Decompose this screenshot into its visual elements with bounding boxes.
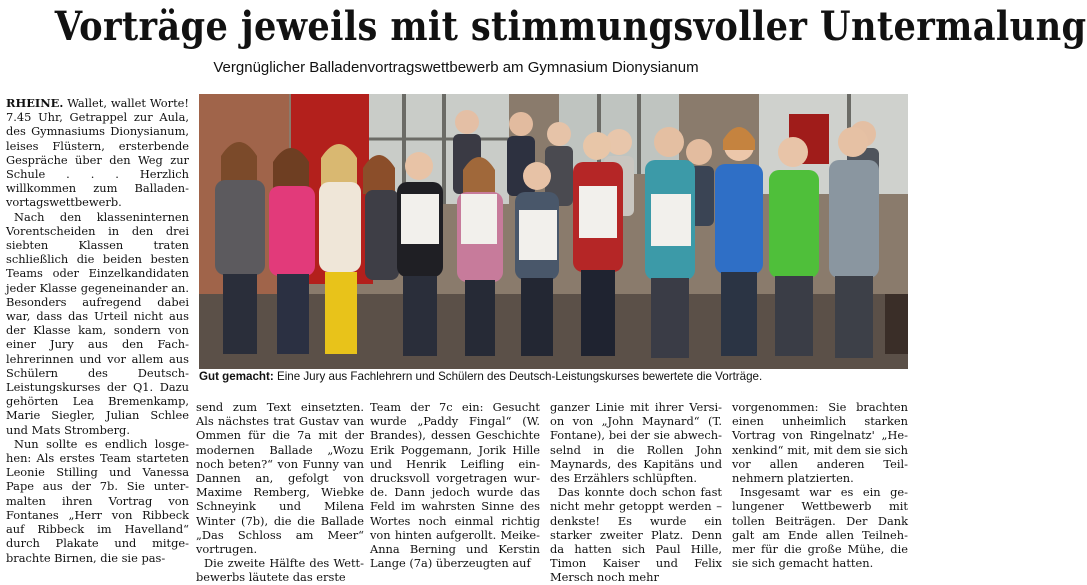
paragraph: Insgesamt war es ein gelungener Wettbewerb mit tollen Beiträgen. Der Dank galt am Ende allen Teilnehmer für die große Mühe, die sie sich gemacht hatten. [732, 485, 908, 571]
paragraph: vorgenommen: Sie brachten einen unheimlich starken Vortrag von Ringelnatz' „Hexenkind“ mit, mit dem sie sich vor allen anderen Teilnehmern platzierten. [732, 400, 908, 486]
caption-text: Eine Jury aus Fachlehrern und Schülern des Deutsch-Leistungskurses bewertete die Vorträge. [273, 370, 763, 383]
paragraph-text: Wallet, wallet Worte! 7.45 Uhr, Getrappel zur Aula, des Gymnasiums Dionysianum, leises Flüstern, ersterbende Gespräche über den Weg zur Schule . . . Herzlich willkommen zum Balladenvortagswettbewerb. [6, 96, 189, 210]
photo-caption [199, 369, 908, 385]
paragraph: send zum Text einsetzten. Als nächstes trat Gustav van Ommen für die 7a mit der modernen Ballade „Wozu noch beten?“ von Funny van Dannen an, gefolgt von Maxime Remberg, Wiebke Schneyink und Milena Winter (7b), die die Ballade „Das Schloss am Meer“ vortrugen. [196, 400, 364, 557]
article-column-4 [550, 400, 722, 585]
article-column-2 [196, 400, 364, 585]
article-column-5 [732, 400, 908, 570]
caption-label: Gut gemacht: [199, 370, 274, 383]
paragraph: Team der 7c ein: Gesucht wurde „Paddy Fingal“ (W. Brandes), dessen Geschichte Erik Poggemann, Jorik Hille und Henrik Leifling eindrucksvoll vorgetragen wurde. Dann jedoch wurde das Feld im wahrsten Sinne des Wortes noch einmal richtig von hinten aufgerollt. Meike-Anna Berning und Kerstin Lange (7a) überzeugten auf [370, 400, 540, 571]
paragraph: Das konnte doch schon fast nicht mehr getoppt werden – denkste! Es wurde ein starker zweiter Platz. Denn da hatten sich Paul Hille, Timon Kaiser und Felix Mersch noch mehr [550, 485, 722, 585]
photo-illustration [199, 94, 908, 369]
article-column-1 [6, 96, 189, 565]
paragraph: Nach den klasseninternen Vorentscheiden in den drei siebten Klassen traten schließlich die beiden besten Teams oder Einzelkandidaten jeder Klasse gegeneinander an. Besonders aufregend dabei war, dass das Urteil nicht aus der Klasse kam, sondern von einer Jury aus den Fachlehrerinnen und vor allem aus Schülern des Deutsch-Leistungskurses der Q1. Dazu gehörten Lea Bremenkamp, Marie Siegler, Julian Schlee und Mats Stromberg. [6, 209, 189, 437]
headline: Vorträge jeweils mit stimmungsvoller Untermalung [54, 3, 1087, 50]
paragraph [6, 96, 189, 210]
paragraph: Die zweite Hälfte des Wettbewerbs läutete das erste [196, 556, 364, 585]
dateline: RHEINE. [6, 96, 64, 110]
group-photo [199, 94, 908, 369]
paragraph: ganzer Linie mit ihrer Version von „John Maynard“ (T. Fontane), bei der sie abwechselnd in die Rollen John Maynards, des Kapitäns und des Erzählers schlüpften. [550, 400, 722, 486]
paragraph: Nun sollte es endlich losgehen: Als erstes Team starteten Leonie Stilling und Vanessa Pape aus der 7b. Sie untermalten ihren Vortrag von Fontanes „Herr von Ribbeck auf Ribbeck im Havelland“ durch Plakate und mitgebrachte Birnen, die sie pas- [6, 436, 189, 565]
article-column-3 [370, 400, 540, 570]
subheadline: Vergnüglicher Balladenvortragswettbewerb am Gymnasium Dionysianum [213, 59, 699, 76]
